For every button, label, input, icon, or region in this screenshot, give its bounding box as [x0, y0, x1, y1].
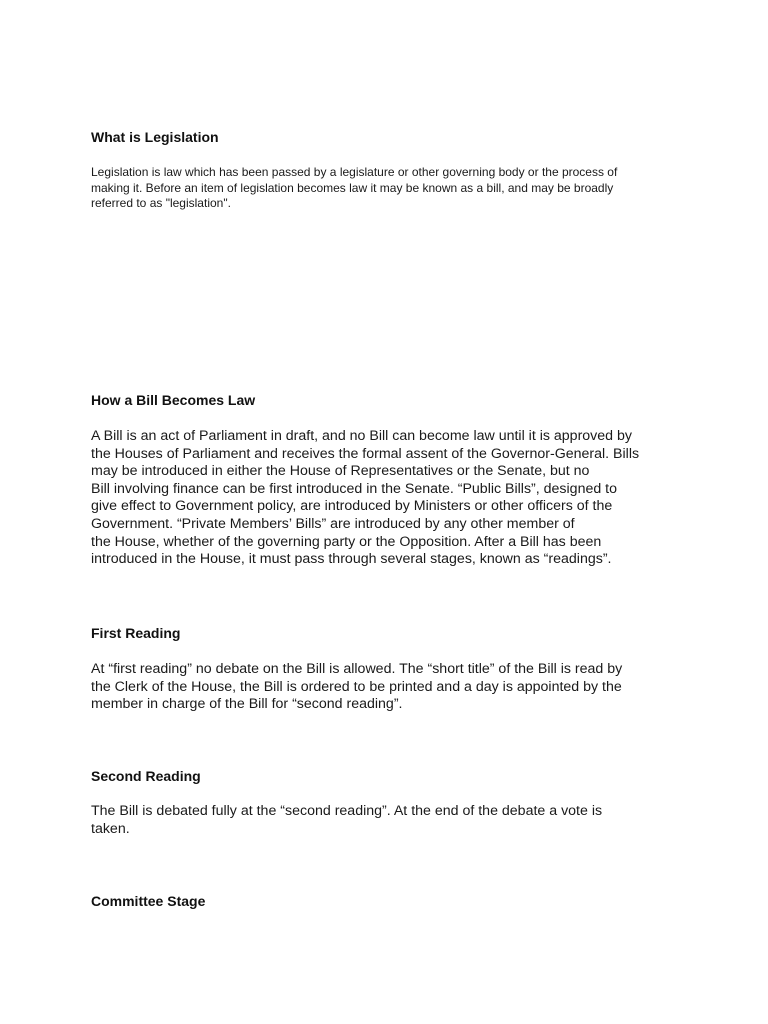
paragraph-line: the House, whether of the governing party or the Opposition. After a Bill has been [91, 533, 602, 550]
paragraph-line: Government. “Private Members’ Bills” are introduced by any other member of [91, 515, 575, 532]
section-paragraph-second-reading [91, 803, 602, 838]
section-paragraph-how-a-bill-becomes-law [91, 428, 639, 569]
section-paragraph-first-reading [91, 661, 622, 714]
paragraph-line: give effect to Government policy, are introduced by Ministers or other officers of the [91, 498, 613, 515]
section-heading-committee-stage: Committee Stage [91, 893, 206, 909]
paragraph-line: member in charge of the Bill for “second reading”. [91, 696, 403, 713]
paragraph-line: taken. [91, 820, 130, 837]
paragraph-line: may be introduced in either the House of Representatives or the Senate, but no [91, 463, 590, 480]
paragraph-line: Legislation is law which has been passed by a legislature or other governing body or the process of [91, 165, 618, 179]
paragraph-line: referred to as "legislation". [91, 196, 231, 210]
section-paragraph-what-is-legislation [91, 165, 617, 212]
paragraph-line: introduced in the House, it must pass through several stages, known as “readings”. [91, 551, 612, 568]
paragraph-line: the Houses of Parliament and receives the formal assent of the Governor-General. Bills [91, 445, 640, 462]
paragraph-line: making it. Before an item of legislation becomes law it may be known as a bill, and may be broadly [91, 180, 614, 195]
section-heading-how-a-bill-becomes-law: How a Bill Becomes Law [91, 392, 256, 408]
section-heading-what-is-legislation: What is Legislation [91, 129, 219, 145]
paragraph-line: A Bill is an act of Parliament in draft, and no Bill can become law until it is approved by [91, 428, 632, 444]
paragraph-line: Bill involving finance can be first introduced in the Senate. “Public Bills”, designed to [91, 480, 618, 497]
paragraph-line: At “first reading” no debate on the Bill is allowed. The “short title” of the Bill is read by [91, 661, 623, 677]
section-heading-second-reading: Second Reading [91, 768, 201, 784]
paragraph-line: the Clerk of the House, the Bill is ordered to be printed and a day is appointed by the [91, 678, 622, 695]
paragraph-line: The Bill is debated fully at the “second reading”. At the end of the debate a vote is [91, 803, 603, 819]
section-heading-first-reading: First Reading [91, 625, 181, 641]
